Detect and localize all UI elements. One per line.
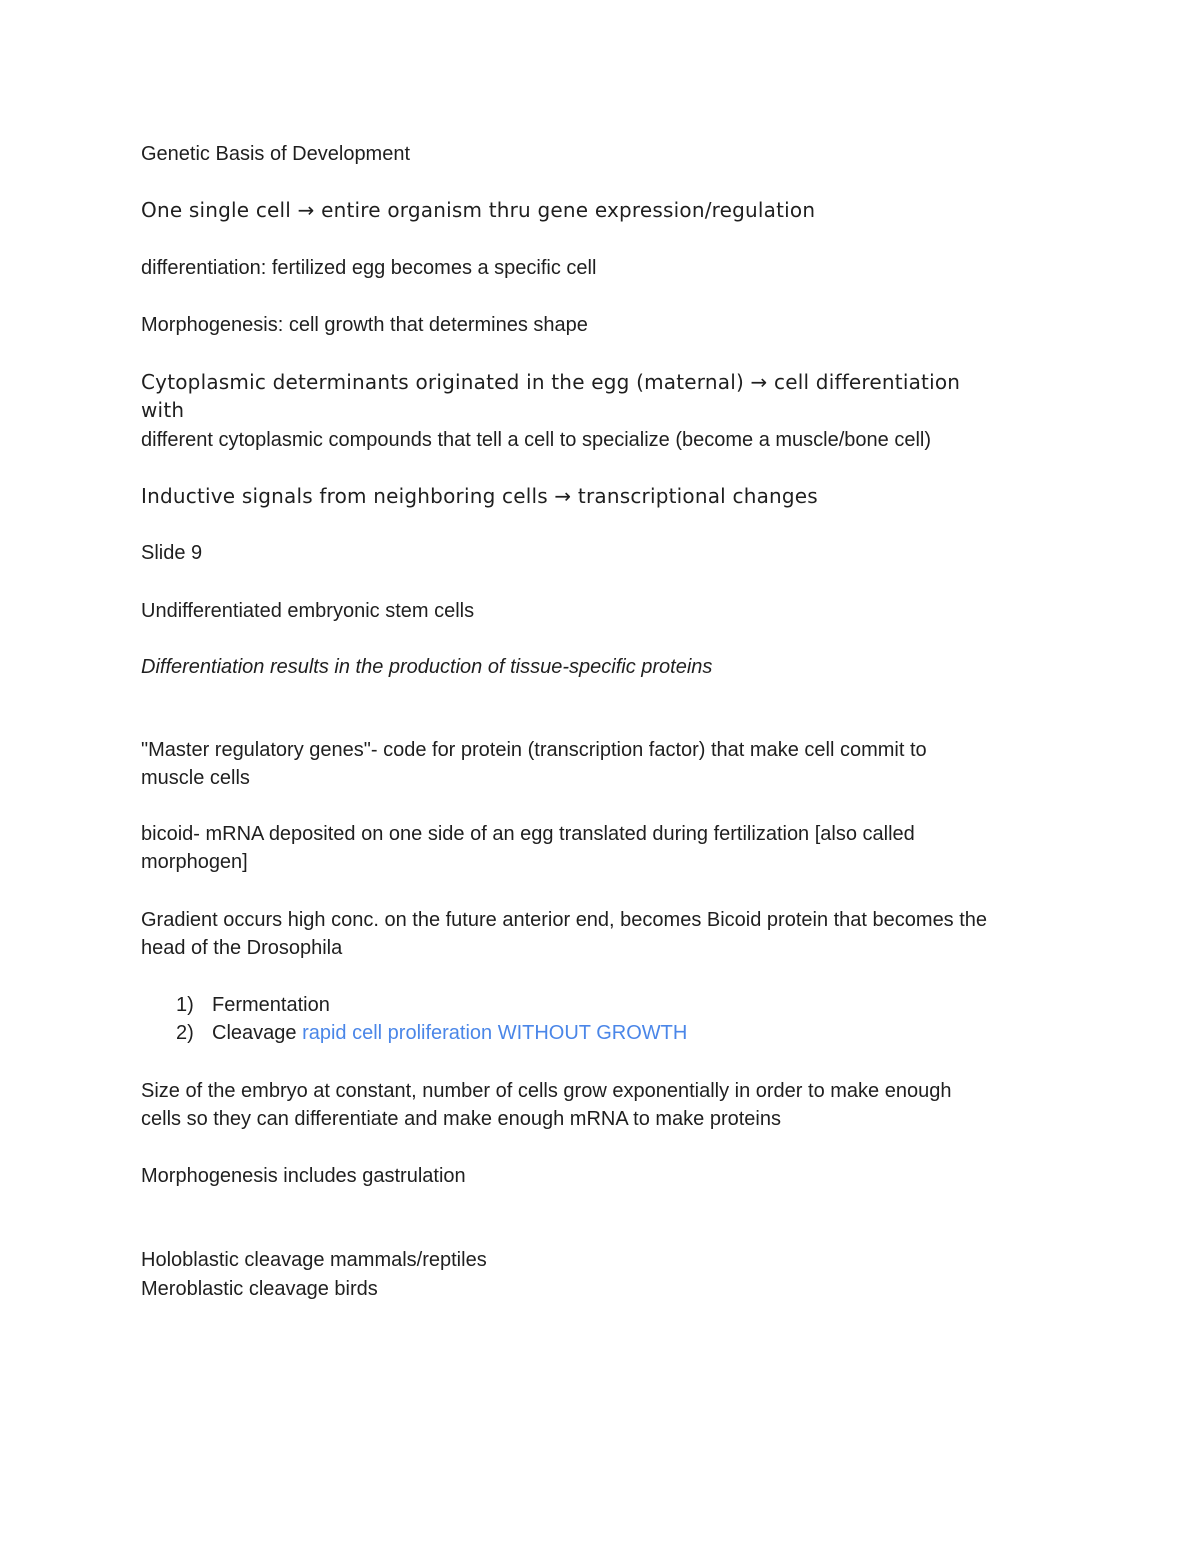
list-number: 2) xyxy=(176,1022,194,1044)
paragraph-one-cell: One single cell → entire organism thru gene expression/regulation xyxy=(141,198,816,222)
paragraph-inductive-signals: Inductive signals from neighboring cells → transcriptional changes xyxy=(141,484,818,508)
paragraph-gradient: Gradient occurs high conc. on the future anterior end, becomes Bicoid protein that becomes the xyxy=(141,909,988,931)
paragraph-cytoplasmic-determinants: Cytoplasmic determinants originated in the egg (maternal) → cell differentiation xyxy=(141,370,961,394)
paragraph-gastrulation: Morphogenesis includes gastrulation xyxy=(141,1165,466,1187)
paragraph-differentiation: differentiation: fertilized egg becomes a specific cell xyxy=(141,257,597,279)
paragraph-tissue-specific: Differentiation results in the production of tissue-specific proteins xyxy=(141,656,713,678)
list-text: Fermentation xyxy=(212,994,330,1016)
list-item xyxy=(176,1019,687,1047)
paragraph-bicoid-cont: morphogen] xyxy=(141,851,248,873)
paragraph-morphogenesis: Morphogenesis: cell growth that determines shape xyxy=(141,314,588,336)
list-text: Cleavage xyxy=(212,1022,303,1044)
document-title: Genetic Basis of Development xyxy=(141,143,411,165)
paragraph-cytoplasmic-determinants-cont: with xyxy=(141,398,185,422)
list-item xyxy=(176,991,330,1019)
paragraph-holoblastic: Holoblastic cleavage mammals/reptiles xyxy=(141,1249,487,1271)
paragraph-stem-cells: Undifferentiated embryonic stem cells xyxy=(141,600,475,622)
paragraph-gradient-cont: head of the Drosophila xyxy=(141,937,343,959)
paragraph-bicoid: bicoid- mRNA deposited on one side of an egg translated during fertilization [also called xyxy=(141,823,915,845)
paragraph-embryo-size: Size of the embryo at constant, number of cells grow exponentially in order to make enough xyxy=(141,1080,952,1102)
paragraph-meroblastic: Meroblastic cleavage birds xyxy=(141,1278,378,1300)
list-number: 1) xyxy=(176,994,194,1016)
paragraph-cytoplasmic-compounds: different cytoplasmic compounds that tell a cell to specialize (become a muscle/bone cell) xyxy=(141,429,932,451)
paragraph-slide-9: Slide 9 xyxy=(141,542,203,564)
list-highlight: rapid cell proliferation WITHOUT GROWTH xyxy=(302,1022,688,1044)
paragraph-master-genes: "Master regulatory genes"- code for protein (transcription factor) that make cell commit to xyxy=(141,739,927,761)
paragraph-master-genes-cont: muscle cells xyxy=(141,767,250,789)
paragraph-embryo-size-cont: cells so they can differentiate and make enough mRNA to make proteins xyxy=(141,1108,781,1130)
